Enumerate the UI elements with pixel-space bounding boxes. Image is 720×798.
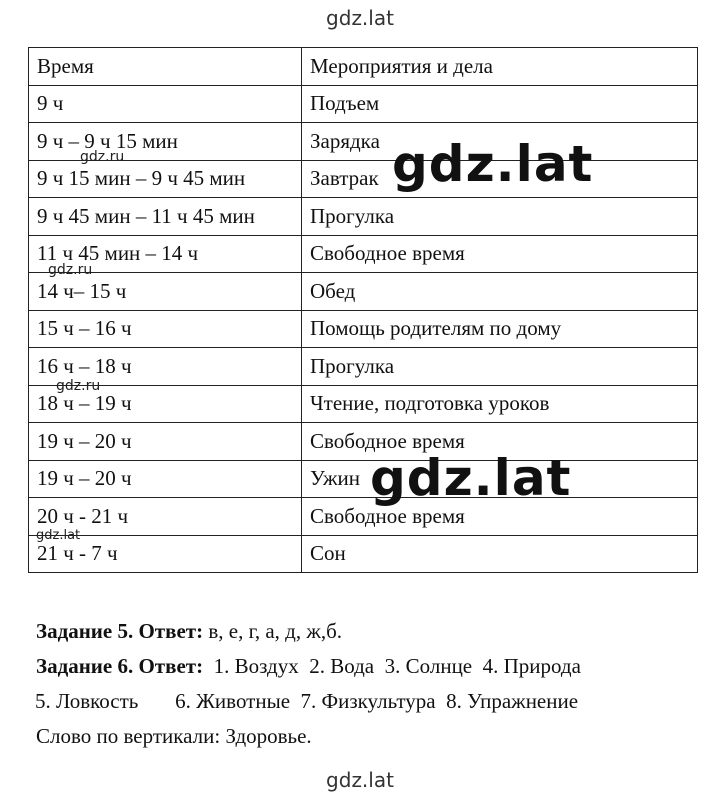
watermark-small-4: gdz.lat xyxy=(36,528,81,543)
activity-cell: Ужин xyxy=(302,460,698,498)
task6-line1: 1. Воздух 2. Вода 3. Солнце 4. Природа xyxy=(203,654,581,678)
header-time: Время xyxy=(29,48,302,86)
table-row xyxy=(29,85,698,123)
task6-label: Задание 6. Ответ: xyxy=(36,654,204,678)
time-cell: 20 ч - 21 ч xyxy=(29,498,302,536)
time-cell: 14 ч– 15 ч xyxy=(29,273,302,311)
activity-cell: Помощь родителям по дому xyxy=(302,310,698,348)
activity-cell: Чтение, подготовка уроков xyxy=(302,385,698,423)
table-row xyxy=(29,198,698,236)
time-cell: 19 ч – 20 ч xyxy=(29,460,302,498)
time-cell: 18 ч – 19 ч xyxy=(29,385,302,423)
task5-label: Задание 5. Ответ: xyxy=(36,619,204,643)
time-cell: 9 ч 45 мин – 11 ч 45 мин xyxy=(29,198,302,236)
watermark-top: gdz.lat xyxy=(326,6,394,30)
task6-line3: Слово по вертикали: Здоровье. xyxy=(36,724,312,748)
watermark-small-1: gdz.ru xyxy=(80,149,125,165)
table-row xyxy=(29,123,698,161)
activity-cell: Завтрак xyxy=(302,160,698,198)
activity-cell: Прогулка xyxy=(302,348,698,386)
time-cell: 19 ч – 20 ч xyxy=(29,423,302,461)
activity-cell: Свободное время xyxy=(302,423,698,461)
watermark-small-2: gdz.ru xyxy=(48,262,93,278)
watermark-small-3: gdz.ru xyxy=(56,378,101,394)
answers-section xyxy=(36,614,706,754)
watermark-big-1: gdz.lat xyxy=(392,135,594,193)
table-row xyxy=(29,385,698,423)
time-cell: 9 ч 15 мин – 9 ч 45 мин xyxy=(29,160,302,198)
table-row xyxy=(29,160,698,198)
task6-answer xyxy=(36,649,706,684)
time-cell: 15 ч – 16 ч xyxy=(29,310,302,348)
table-row xyxy=(29,460,698,498)
activity-cell: Зарядка xyxy=(302,123,698,161)
time-cell: 11 ч 45 мин – 14 ч xyxy=(29,235,302,273)
table-row xyxy=(29,423,698,461)
table-row xyxy=(29,498,698,536)
activity-cell: Подъем xyxy=(302,85,698,123)
activity-cell: Свободное время xyxy=(302,235,698,273)
header-activities: Мероприятия и дела xyxy=(302,48,698,86)
table-row xyxy=(29,235,698,273)
task5-answer xyxy=(36,614,706,649)
activity-cell: Прогулка xyxy=(302,198,698,236)
table-row xyxy=(29,348,698,386)
table-row xyxy=(29,310,698,348)
time-cell: 9 ч xyxy=(29,85,302,123)
table-row xyxy=(29,273,698,311)
activity-cell: Свободное время xyxy=(302,498,698,536)
schedule-table xyxy=(28,47,698,573)
time-cell: 9 ч – 9 ч 15 мин xyxy=(29,123,302,161)
watermark-big-2: gdz.lat xyxy=(370,449,572,507)
time-cell: 16 ч – 18 ч xyxy=(29,348,302,386)
time-cell: 21 ч - 7 ч xyxy=(29,535,302,573)
watermark-bottom: gdz.lat xyxy=(326,768,394,792)
table-header-row xyxy=(29,48,698,86)
task5-text: в, е, г, а, д, ж,б. xyxy=(203,619,343,643)
activity-cell: Обед xyxy=(302,273,698,311)
activity-cell: Сон xyxy=(302,535,698,573)
table-row xyxy=(29,535,698,573)
task6-line2: 5. Ловкость 6. Животные 7. Физкультура 8. Упражнение xyxy=(35,689,579,713)
